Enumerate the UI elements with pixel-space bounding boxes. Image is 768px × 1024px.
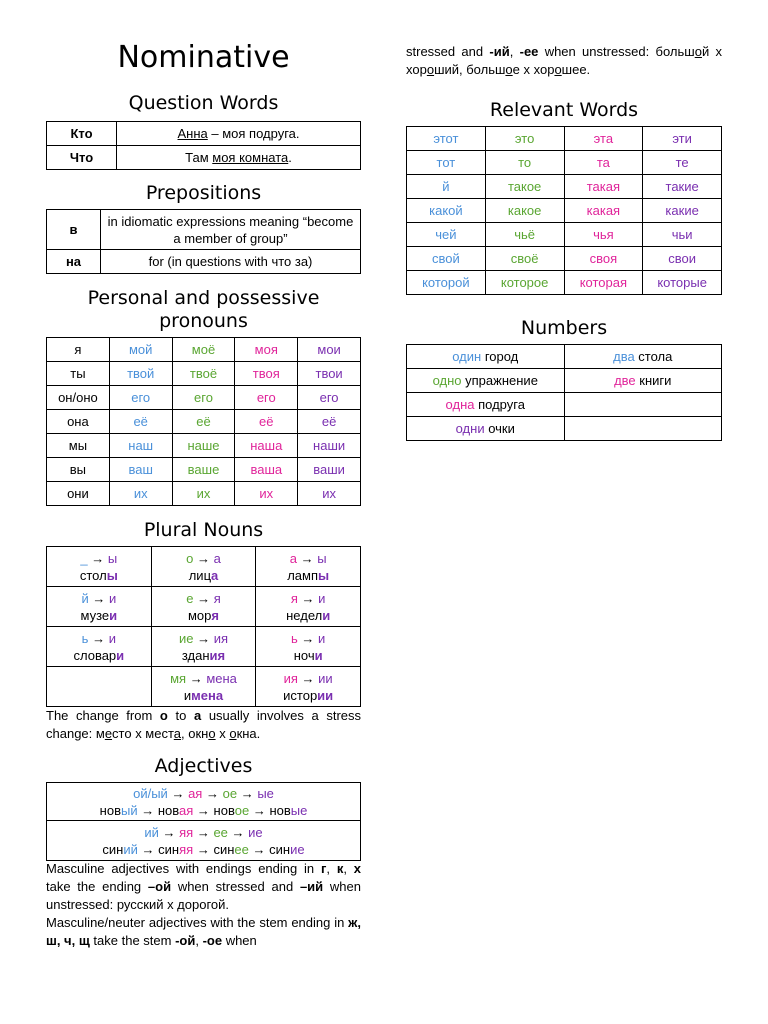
plural-example: музеи (80, 607, 118, 623)
table-row (407, 417, 722, 441)
personal-pronoun: ты (47, 362, 110, 386)
number-cell: две книги (564, 369, 722, 393)
plural-example: здания (181, 647, 226, 663)
relevant-word: своё (485, 247, 564, 271)
question-example: Анна – моя подруга. (117, 122, 361, 146)
relevant-word: такое (485, 175, 564, 199)
table-row (407, 345, 722, 369)
number-cell: одни очки (407, 417, 565, 441)
preposition-word: в (47, 210, 101, 250)
relevant-word: которой (407, 271, 486, 295)
possessive-pronoun: твои (298, 362, 361, 386)
personal-pronoun: они (47, 482, 110, 506)
adjectives-note-continuation: stressed and -ий, -ее when unstressed: большой х хороший, большое х хорошее. (406, 44, 722, 77)
relevant-word: какие (643, 199, 722, 223)
plural-rule-cell (151, 627, 256, 667)
plural-nouns-table (46, 546, 361, 707)
plural-example: истории (283, 687, 334, 703)
possessive-pronoun: ваши (298, 458, 361, 482)
possessive-pronoun: наш (109, 434, 172, 458)
number-cell: один город (407, 345, 565, 369)
question-words-table (46, 121, 361, 170)
relevant-word: чьи (643, 223, 722, 247)
table-row (47, 458, 361, 482)
possessive-pronoun: его (172, 386, 235, 410)
relevant-word: эта (564, 127, 643, 151)
possessive-pronoun: их (298, 482, 361, 506)
preposition-meaning: in idiomatic expressions meaning “become a member of group” (101, 210, 361, 250)
possessive-pronoun: её (298, 410, 361, 434)
plural-rule-cell (256, 547, 361, 587)
plural-example: лица (188, 567, 219, 583)
possessive-pronoun: моя (235, 338, 298, 362)
table-row (407, 151, 722, 175)
possessive-pronoun: наша (235, 434, 298, 458)
relevant-words-heading: Relevant Words (489, 99, 639, 121)
possessive-pronoun: мой (109, 338, 172, 362)
table-row (407, 175, 722, 199)
relevant-word: тот (407, 151, 486, 175)
relevant-word: чья (564, 223, 643, 247)
plural-rule: о → а (186, 550, 221, 566)
relevant-word: какое (485, 199, 564, 223)
relevant-word: какая (564, 199, 643, 223)
possessive-pronoun: её (172, 410, 235, 434)
relevant-word: то (485, 151, 564, 175)
plural-note: The change from о to а usually involves a stress change: место х места, окно х окна. (46, 708, 362, 741)
possessive-pronoun: его (235, 386, 298, 410)
plural-rule-cell (151, 667, 256, 707)
possessive-pronoun: твоё (172, 362, 235, 386)
table-row (47, 338, 361, 362)
plural-rule: ь → и (81, 630, 116, 646)
table-row (407, 223, 722, 247)
table-row (47, 587, 361, 627)
preposition-meaning: for (in questions with что за) (101, 250, 361, 274)
number-cell: одно упражнение (407, 369, 565, 393)
plural-rule-cell (256, 587, 361, 627)
adjectives-note (46, 860, 361, 950)
relevant-word: те (643, 151, 722, 175)
question-word: Что (47, 146, 117, 170)
possessive-pronoun: наше (172, 434, 235, 458)
plural-example: имена (183, 687, 224, 703)
plural-rule-cell (47, 627, 152, 667)
plural-rule: а → ы (289, 550, 327, 566)
personal-pronoun: я (47, 338, 110, 362)
possessive-pronoun: ваша (235, 458, 298, 482)
table-row (47, 410, 361, 434)
pronouns-table (46, 337, 361, 506)
question-example: Там моя комната. (117, 146, 361, 170)
number-cell: одна подруга (407, 393, 565, 417)
relevant-words-table (406, 126, 722, 295)
possessive-pronoun: моё (172, 338, 235, 362)
possessive-pronoun: его (298, 386, 361, 410)
relevant-word: чьё (485, 223, 564, 247)
possessive-pronoun: их (235, 482, 298, 506)
plural-example: лампы (287, 567, 330, 583)
table-row (47, 362, 361, 386)
table-row (47, 547, 361, 587)
table-row (407, 271, 722, 295)
plural-rule-cell (47, 667, 152, 707)
relevant-word: й (407, 175, 486, 199)
table-row (47, 783, 361, 821)
personal-pronoun: мы (47, 434, 110, 458)
plural-example: недели (286, 607, 331, 623)
possessive-pronoun: мои (298, 338, 361, 362)
relevant-word: это (485, 127, 564, 151)
plural-example: столы (79, 567, 118, 583)
possessive-pronoun: их (109, 482, 172, 506)
numbers-table (406, 344, 722, 441)
prepositions-table (46, 209, 361, 274)
relevant-word: такая (564, 175, 643, 199)
possessive-pronoun: её (109, 410, 172, 434)
page-title: Nominative (117, 40, 290, 75)
plural-rule: ия → ии (283, 670, 333, 686)
plural-example: словари (73, 647, 125, 663)
personal-pronoun: вы (47, 458, 110, 482)
plural-example: ночи (293, 647, 323, 663)
plural-nouns-heading: Plural Nouns (143, 519, 264, 541)
number-cell: два стола (564, 345, 722, 369)
numbers-heading: Numbers (520, 317, 608, 339)
plural-rule-cell (47, 587, 152, 627)
relevant-word: своя (564, 247, 643, 271)
number-cell (564, 417, 722, 441)
plural-example: моря (187, 607, 219, 623)
table-row (47, 821, 361, 861)
possessive-pronoun: их (172, 482, 235, 506)
table-row (407, 369, 722, 393)
relevant-word: та (564, 151, 643, 175)
plural-rule-cell (151, 587, 256, 627)
table-row (47, 434, 361, 458)
question-words-heading: Question Words (128, 92, 279, 114)
relevant-word: которые (643, 271, 722, 295)
table-row (47, 482, 361, 506)
preposition-word: на (47, 250, 101, 274)
relevant-word: этот (407, 127, 486, 151)
table-row (47, 122, 361, 146)
prepositions-heading: Prepositions (145, 182, 262, 204)
possessive-pronoun: наши (298, 434, 361, 458)
table-row (407, 127, 722, 151)
relevant-word: которая (564, 271, 643, 295)
pronouns-heading: Personal and possessive pronouns (87, 287, 320, 332)
possessive-pronoun: его (109, 386, 172, 410)
adjective-cell: ой/ый → ая → ое → ые новый → новая → новое → новые (47, 783, 361, 821)
table-row (407, 199, 722, 223)
adjectives-table (46, 782, 361, 861)
table-row (47, 667, 361, 707)
table-row (47, 146, 361, 170)
possessive-pronoun: ваше (172, 458, 235, 482)
plural-rule: е → я (186, 590, 221, 606)
possessive-pronoun: её (235, 410, 298, 434)
table-row (47, 210, 361, 250)
adjective-cell: ий → яя → ее → ие синий → синяя → синее → синие (47, 821, 361, 861)
plural-rule: ь → и (291, 630, 326, 646)
adjectives-note-1: Masculine adjectives with endings ending in г, к, х take the ending –ой when stressed and –ий when unstressed: русский х дорогой. (46, 861, 361, 912)
number-cell (564, 393, 722, 417)
relevant-word: свои (643, 247, 722, 271)
possessive-pronoun: твой (109, 362, 172, 386)
possessive-pronoun: твоя (235, 362, 298, 386)
plural-rule: я → и (290, 590, 326, 606)
relevant-word: чей (407, 223, 486, 247)
table-row (47, 386, 361, 410)
plural-rule: ие → ия (178, 630, 229, 646)
table-row (47, 627, 361, 667)
relevant-word: свой (407, 247, 486, 271)
possessive-pronoun: ваш (109, 458, 172, 482)
plural-rule-cell (256, 667, 361, 707)
relevant-word: такие (643, 175, 722, 199)
plural-rule: й → и (81, 590, 117, 606)
plural-rule-cell (47, 547, 152, 587)
plural-rule-cell (151, 547, 256, 587)
plural-rule-cell (256, 627, 361, 667)
plural-rule: _ → ы (80, 550, 118, 566)
question-word: Кто (47, 122, 117, 146)
personal-pronoun: он/оно (47, 386, 110, 410)
relevant-word: которое (485, 271, 564, 295)
table-row (407, 393, 722, 417)
adjectives-heading: Adjectives (154, 755, 253, 777)
table-row (407, 247, 722, 271)
relevant-word: какой (407, 199, 486, 223)
adjectives-note-2: Masculine/neuter adjectives with the stem ending in ж, ш, ч, щ take the stem -ой, -ое when (46, 915, 361, 948)
table-row (47, 250, 361, 274)
personal-pronoun: она (47, 410, 110, 434)
relevant-word: эти (643, 127, 722, 151)
plural-rule: мя → мена (170, 670, 237, 686)
